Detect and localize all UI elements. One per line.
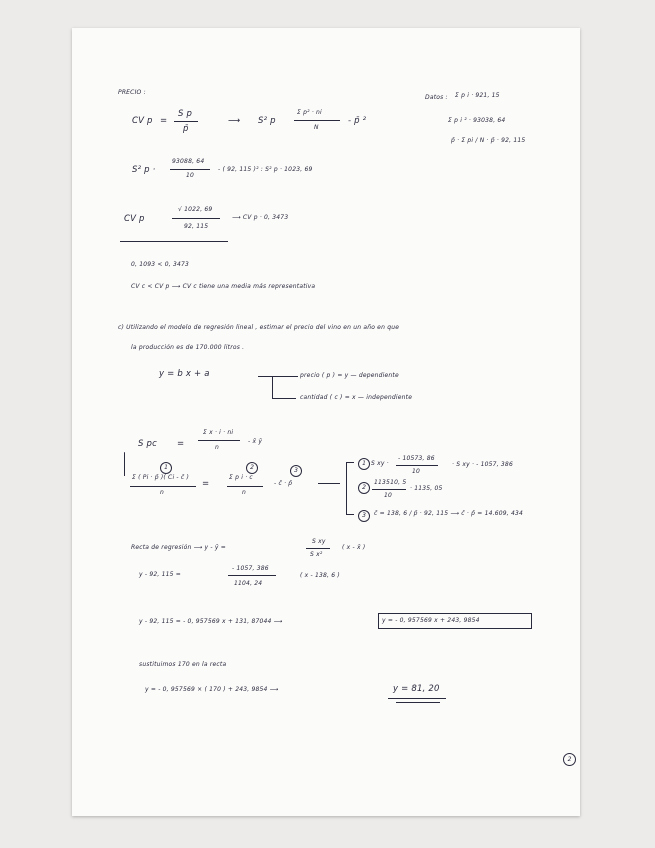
model-eq: y = b x + a bbox=[159, 369, 210, 379]
s2-lhs: S² p · bbox=[132, 165, 156, 175]
reg-line2-num: - 1057, 386 bbox=[232, 565, 269, 572]
r1-rest: · S xy · - 1057, 386 bbox=[452, 461, 513, 468]
cvr-rest: ⟶ CV p · 0, 3473 bbox=[232, 214, 289, 221]
datos-sum-p: Σ p i · 921, 15 bbox=[455, 92, 500, 99]
reg-line2-lhs: y - 92, 115 = bbox=[139, 571, 181, 578]
reg-boxed: y = - 0, 957569 x + 243, 9854 bbox=[382, 617, 480, 624]
expand-t3: - c̄ · p̄ bbox=[274, 480, 293, 487]
reg-line3: y - 92, 115 = - 0, 957569 x + 131, 87044 ⟶ bbox=[139, 618, 283, 625]
reg-rest: ( x - x̄ ) bbox=[342, 544, 366, 551]
cv-den: p̄ bbox=[183, 124, 189, 134]
cvr-lhs: CV p bbox=[124, 214, 145, 224]
page-number: 2 bbox=[563, 753, 576, 766]
circle-2: 2 bbox=[246, 462, 258, 474]
cvr-num: √ 1022, 69 bbox=[178, 206, 213, 213]
cv-s2-den: N bbox=[314, 124, 319, 131]
reg-frac-num: S xy bbox=[312, 538, 326, 545]
heading-precio: PRECIO : bbox=[118, 89, 146, 96]
circle-3: 3 bbox=[290, 465, 302, 477]
r2-rest: · 1135, 05 bbox=[410, 485, 443, 492]
model-precio: precio ( p ) = y — dependiente bbox=[300, 372, 399, 379]
r1-den: 10 bbox=[412, 468, 421, 475]
reg-line2-den: 1104, 24 bbox=[234, 580, 263, 587]
cv-s2-num: Σ p² · ni bbox=[297, 109, 322, 116]
cv-arrow: ⟶ bbox=[228, 116, 241, 126]
model-cantidad: cantidad ( c ) = x — independiente bbox=[300, 394, 413, 401]
r1-lhs: S xy · bbox=[371, 460, 389, 467]
part-c-line1: c) Utilizando el modelo de regresión lineal , estimar el precio del vino en un año en que bbox=[118, 324, 400, 331]
spc-num: Σ x · i · ni bbox=[203, 429, 234, 436]
spc-den: n bbox=[215, 444, 220, 451]
part-c-line2: la producción es de 170.000 litros . bbox=[131, 344, 245, 351]
datos-mean: p̄ · Σ pi / N · p̄ · 92, 115 bbox=[451, 137, 526, 144]
circle-1: 1 bbox=[160, 462, 172, 474]
datos-label: Datos : bbox=[425, 94, 448, 101]
reg-label: Recta de regresión ⟶ y - ȳ = bbox=[131, 544, 226, 551]
expand-t2-den: n bbox=[242, 489, 247, 496]
cv-minus: - p̄ ² bbox=[348, 116, 367, 126]
cv-eq: = bbox=[160, 116, 168, 126]
expand-t1-den: n bbox=[160, 489, 165, 496]
cv-s2: S² p bbox=[258, 116, 276, 126]
cv-lhs: CV p bbox=[132, 116, 153, 126]
datos-sum-p2: Σ p i ² · 93038, 64 bbox=[448, 117, 506, 124]
spc-lhs: S pc bbox=[138, 439, 157, 449]
compare-1: 0, 1093 < 0, 3473 bbox=[131, 261, 190, 268]
sub-label: sustituimos 170 en la recta bbox=[139, 661, 227, 668]
reg-frac-den: S x² bbox=[310, 551, 323, 558]
r2-num: 113510, 5 bbox=[374, 479, 407, 486]
compare-2: CV c < CV p ⟶ CV c tiene una media más representativa bbox=[131, 283, 316, 290]
r3: c̄ = 138, 6 / p̄ · 92, 115 ⟶ c̄ · p̄ = 14.609, 434 bbox=[374, 510, 524, 517]
sub-eq: y = - 0, 957569 × ( 170 ) + 243, 9854 ⟶ bbox=[145, 686, 279, 693]
expand-t2-num: Σ p i · c bbox=[229, 474, 253, 481]
cvr-den: 92, 115 bbox=[184, 223, 209, 230]
paper-sheet bbox=[72, 28, 580, 816]
sub-answer: y = 81, 20 bbox=[393, 684, 440, 694]
spc-rest: - x̄ ȳ bbox=[248, 438, 263, 445]
r1-num: - 10573, 86 bbox=[398, 455, 435, 462]
expand-t1-num: Σ ( Pi · p̄ )( Ci - c̄ ) bbox=[132, 474, 190, 481]
s2-den: 10 bbox=[186, 172, 195, 179]
s2-rest: - ( 92, 115 )² : S² p · 1023, 69 bbox=[218, 166, 313, 173]
cv-num: S p bbox=[178, 109, 193, 119]
r2-den: 10 bbox=[384, 492, 393, 499]
s2-num: 93088, 64 bbox=[172, 158, 205, 165]
reg-line2-rest: ( x - 138, 6 ) bbox=[300, 572, 340, 579]
